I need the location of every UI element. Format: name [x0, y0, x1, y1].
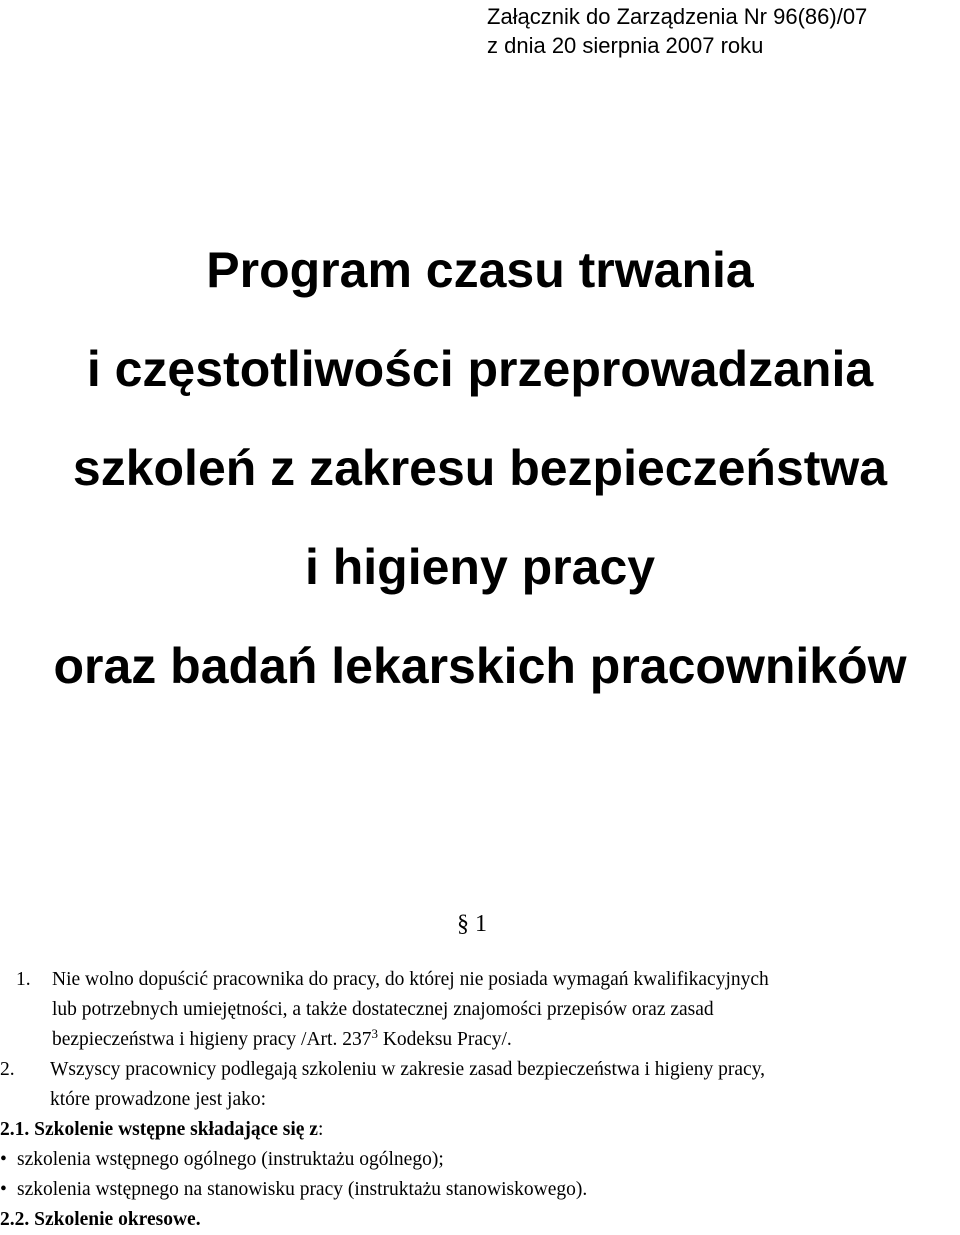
subsection-2-2-heading: 2.2. Szkolenie okresowe. — [0, 1209, 201, 1230]
title-line-5: oraz badań lekarskich pracowników — [53, 638, 907, 694]
paragraph-2-line-2: które prowadzone jest jako: — [50, 1089, 267, 1110]
paragraph-1-line-1: Nie wolno dopuścić pracownika do pracy, do której nie posiada wymagań kwalifikacyjnych — [52, 969, 769, 990]
list-item — [0, 1175, 955, 1205]
title-line-3: szkoleń z zakresu bezpieczeństwa — [72, 440, 888, 496]
bullet-icon: • — [0, 1179, 7, 1200]
list-item-text: szkolenia wstępnego ogólnego (instruktażu ogólnego); — [17, 1149, 444, 1170]
title-line-1: Program czasu trwania — [206, 242, 754, 298]
paragraph-1-line-2: lub potrzebnych umiejętności, a także dostatecznej znajomości przepisów oraz zasad — [52, 999, 714, 1020]
annex-line-2: z dnia 20 sierpnia 2007 roku — [487, 33, 764, 58]
paragraph-1-line-3 — [52, 1025, 955, 1055]
title-line-2: i częstotliwości przeprowadzania — [86, 341, 874, 397]
annex-line-1: Załącznik do Zarządzenia Nr 96(86)/07 — [487, 4, 868, 29]
article-superscript: 3 — [371, 1026, 378, 1041]
document-body — [0, 965, 955, 1235]
paragraph-2-line-1: Wszyscy pracownicy podlegają szkoleniu w zakresie zasad bezpieczeństwa i higieny pracy, — [50, 1059, 766, 1080]
subsection-2-1-colon: : — [317, 1119, 324, 1140]
list-item — [0, 1145, 955, 1175]
paragraph-1-line-3-text: bezpieczeństwa i higieny pracy /Art. 237 — [52, 1029, 372, 1050]
paragraph-1 — [16, 965, 955, 1055]
subsection-2-1-heading — [0, 1115, 955, 1145]
bullet-icon: • — [0, 1149, 7, 1170]
annex-header — [487, 2, 867, 60]
section-heading: § 1 — [457, 911, 487, 937]
subsection-2-1-label: 2.1. Szkolenie wstępne składające się z — [0, 1119, 318, 1140]
paragraph-1-number: 1. — [16, 969, 31, 990]
list-item-text: szkolenia wstępnego na stanowisku pracy (instruktażu stanowiskowego). — [17, 1179, 588, 1200]
paragraph-1-line-3-tail: Kodeksu Pracy/. — [377, 1029, 512, 1050]
document-title — [0, 230, 960, 725]
title-line-4: i higieny pracy — [304, 539, 656, 595]
paragraph-2-number: 2. — [0, 1059, 15, 1080]
paragraph-2 — [0, 1055, 955, 1115]
